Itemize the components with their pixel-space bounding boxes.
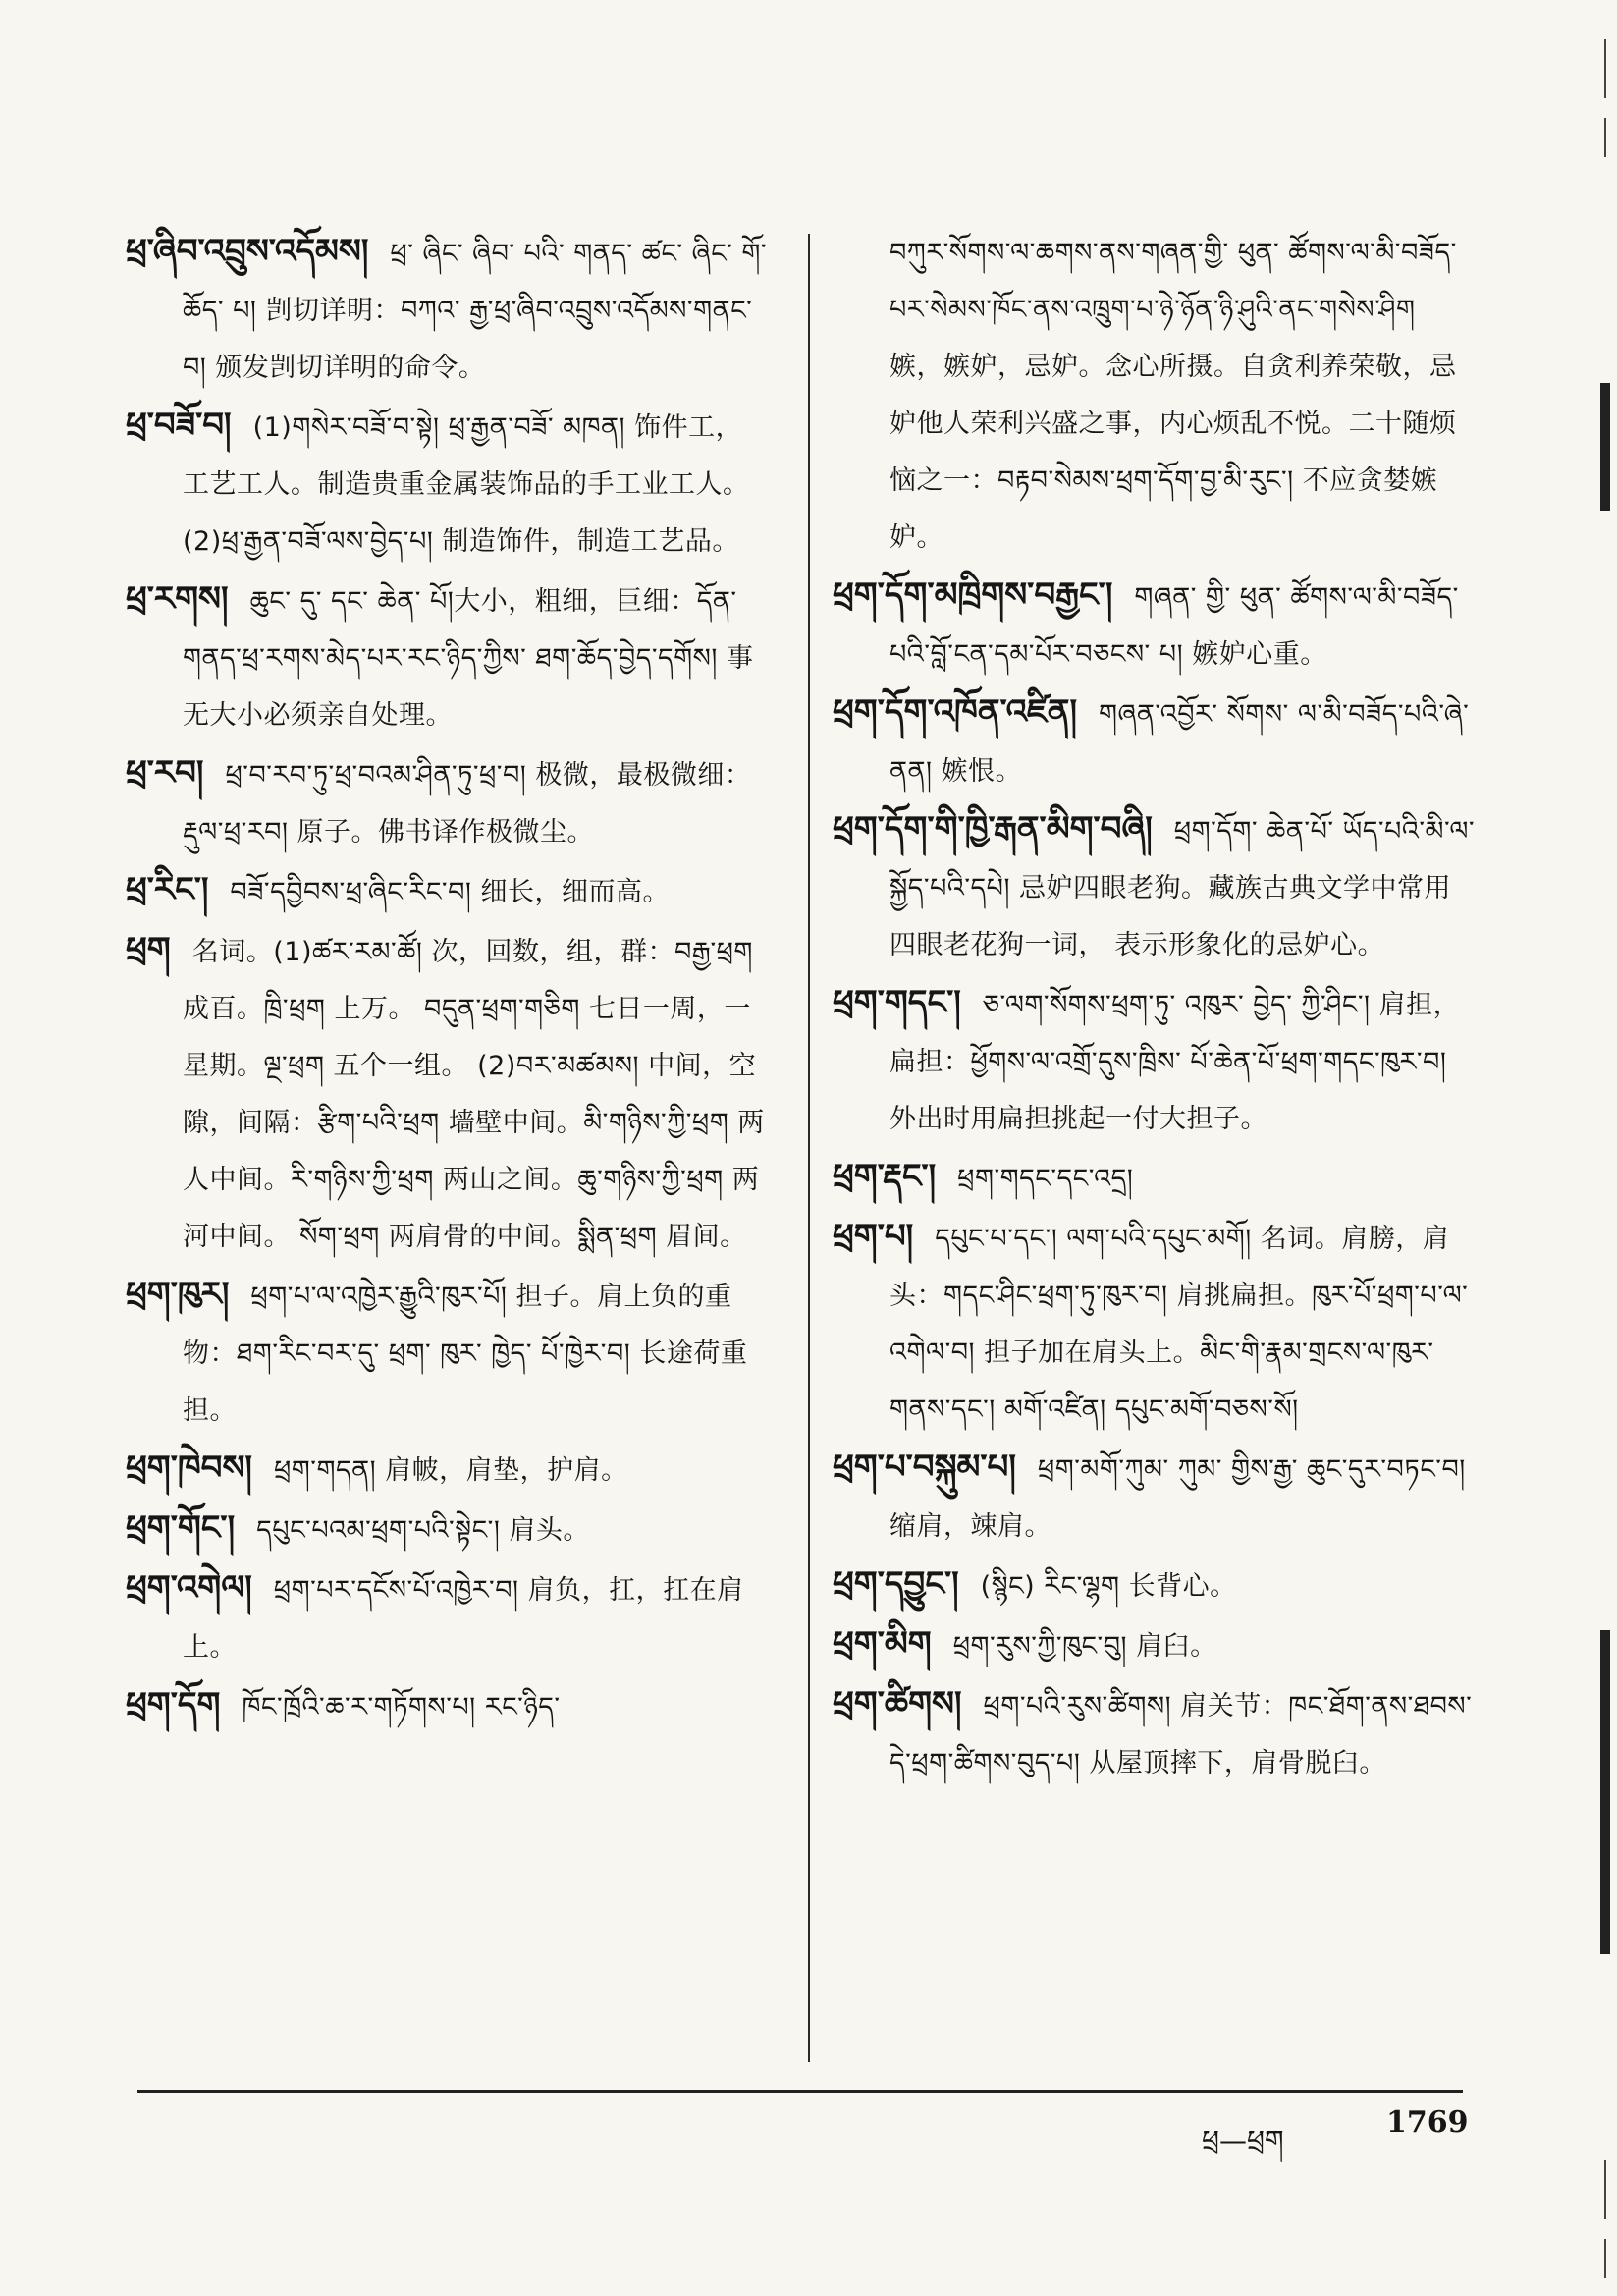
entry-definition: ཕྲག་དོག་ ཆེན་པོ་ ཡོད་པའི་མི་ལ་སྐྱོད་པའི་དཔེ། 忌妒四眼老狗。藏族古典文学中常用四眼老花狗一词， 表示形象化的忌妒心。 [889, 816, 1476, 960]
entry-definition: (སྙིང) རིང་ལྷག 长背心。 [980, 1571, 1237, 1602]
entry-headword: ཕྲག་དོག་འཁོན་འཛིན། [833, 692, 1078, 732]
entry-definition: ཅ་ལག་སོགས་ཕྲག་ཏུ་ འཁུར་ བྱེད་ ཀྱི་ཤིང་། 肩担，扁担：ཕྱོགས་ལ་འགྲོ་དུས་ཁྲིས་ པོ་ཆེན་པོ་ཕྲག་གདང་ཁུར་བ། 外出时用扁担挑起一付大担子。 [889, 990, 1461, 1134]
entry-definition: ཕྲག་པར་དངོས་པོ་འཁྱེར་བ། 肩负，扛，扛在肩上。 [183, 1575, 744, 1663]
dictionary-entry [126, 862, 769, 920]
dictionary-entry [126, 1677, 769, 1735]
entry-headword: ཕྲག་རྡང་། [833, 1157, 937, 1196]
entry-definition: ཕྲག་རུས་ཀྱི་ཁུང་བུ། 肩臼。 [952, 1631, 1217, 1662]
entry-definition: 名词。(1)ཚར་རམ་ཚོ། 次，回数，组，群：བརྒྱ་ཕྲག 成百。ཁྲི་ཕྲག 上万。 བདུན་ཕྲག་གཅིག 七日一周，一星期。ལྔ་ཕྲག 五个一组。 (2)བར་མཚམས། 中间，空隙，间隔：རྩིག་པའི་ཕྲག 墙壁中间。མི་གཉིས་ཀྱི་ཕྲག 两人中间。རི་གཉིས་ཀྱི་ཕྲག 两山之间。ཆུ་གཉིས་ཀྱི་ཕྲག 两河中间。 སོག་ཕྲག 两肩骨的中间。སྨིན་ཕྲག 眉间。 [183, 937, 765, 1252]
entry-headword: ཕྲ་ཞིབ་འབྲུས་འདོམས། [126, 232, 369, 271]
entry-headword: ཕྲག་འགེལ། [126, 1568, 252, 1608]
scan-edge-marks [1589, 0, 1617, 2296]
dictionary-entry [126, 572, 769, 743]
dictionary-entry [126, 1267, 769, 1439]
footer-rule [137, 2090, 1463, 2093]
entry-definition: དཔུང་པ་དང་། ལག་པའི་དཔུང་མགོ། 名词。肩膀，肩头：གདང་ཤིང་ཕྲག་ཏུ་ཁུར་བ། 肩挑扁担。ཁུར་པོ་ཕྲག་པ་ལ་འགེལ་བ། 担子加在肩头上。མིང་གི་རྣམ་གྲངས་ལ་ཁུར་གནས་དང་། མགོ་འཛིན། དཔུང་མགོ་བཅས་སོ། [889, 1224, 1469, 1425]
guide-words: ཕྲ—ཕྲག [1202, 2124, 1284, 2157]
dictionary-entry [126, 224, 769, 396]
left-column [126, 224, 769, 1737]
dictionary-entry [833, 684, 1476, 799]
dictionary-entry [833, 1209, 1476, 1438]
dictionary-entry [833, 1557, 1476, 1614]
entry-headword: ཕྲག་མིག [833, 1624, 932, 1664]
entry-headword: ཕྲག་གདང་། [833, 983, 961, 1022]
entry-definition: གཞན་འབྱོར་ སོགས་ ལ་མི་བཟོད་པའི་ཞེ་ནན། 嫉恨。 [889, 699, 1470, 787]
entry-definition: ཆུང་ དུ་ དང་ ཆེན་ པོ།大小，粗细，巨细：དོན་གནད་ཕྲ་རགས་མེད་པར་རང་ཉིད་ཀྱིས་ ཐག་ཆོད་བྱེད་དགོས། 事无大小必须亲自处理。 [183, 586, 754, 731]
dictionary-entry [833, 1676, 1476, 1791]
entry-definition: གཞན་ གྱི་ ཕུན་ ཚོགས་ལ་མི་བཟོད་པའི་བློ་ངན་དམ་པོར་བཅངས་ པ། 嫉妒心重。 [889, 582, 1459, 670]
right-column [833, 224, 1476, 1793]
dictionary-entry [833, 1149, 1476, 1207]
entry-definition: ཕྲག་གདན། 肩帔，肩垫，护肩。 [273, 1455, 628, 1486]
dictionary-entry [833, 568, 1476, 683]
entry-definition: ཕྲག་པའི་རུས་ཚིགས། 肩关节：ཁང་ཐོག་ནས་ཐབས་དེ་ཕྲག་ཚིགས་བུད་པ། 从屋顶摔下，肩骨脱臼。 [889, 1691, 1473, 1778]
entry-definition: ཕྲག་མགོ་ཀུམ་ ཀུམ་ གྱིས་རྒྱ་ ཆུང་དུར་བཏང་བ། 缩肩，竦肩。 [889, 1454, 1466, 1542]
dictionary-entry [126, 1560, 769, 1675]
entry-headword: ཕྲག་གོང་། [126, 1508, 236, 1548]
dictionary-entry [126, 1501, 769, 1558]
entry-headword: ཕྲ་རགས། [126, 579, 229, 619]
entry-headword: ཕྲག་དོག་མཁྲིགས་བརྒྱང་། [833, 575, 1113, 615]
entry-headword: ཕྲག་དབྱུང་། [833, 1564, 959, 1604]
entry-headword: ཕྲ་བཟོ་བ། [126, 406, 232, 445]
dictionary-entry [833, 1440, 1476, 1555]
dictionary-entry [126, 398, 769, 570]
entry-headword: ཕྲག་པ། [833, 1217, 914, 1256]
dictionary-entry [833, 1616, 1476, 1674]
entry-headword: ཕྲག [126, 930, 171, 969]
dictionary-entry [126, 1441, 769, 1499]
entry-headword: ཕྲག་ཁུར། [126, 1275, 230, 1314]
dictionary-entry [126, 922, 769, 1265]
entry-definition: (1)གསེར་བཟོ་བ་སྟེ། ཕྲ་རྒྱན་བཟོ་ མཁན། 饰件工，工艺工人。制造贵重金属装饰品的手工业工人。 (2)ཕྲ་རྒྱན་བཟོ་ལས་བྱེད་པ། 制造饰件，制造工艺品。 [183, 412, 750, 557]
entry-definition: ཕྲག་གདང་དང་འདྲ། [957, 1164, 1134, 1194]
entry-definition: དཔུང་པའམ་ཕྲག་པའི་སྟེང་། 肩头。 [256, 1515, 590, 1546]
entry-definition: ཁོང་ཁྲོའི་ཆ་ར་གཏོགས་པ། རང་ཉིད་ [242, 1692, 561, 1722]
dictionary-entry [126, 745, 769, 860]
dictionary-entry [833, 224, 1476, 566]
entry-definition: ཕྲ་ ཞིང་ ཞིབ་ པའི་ གནད་ ཚང་ ཞིང་ གོ་ ཆོད་ པ། 剀切详明：བཀའ་ རྒྱ་ཕྲ་ཞིབ་འབྲུས་འདོམས་གནང་བ། 颁发剀切详明的命令。 [183, 239, 768, 383]
column-divider [808, 234, 810, 2062]
entry-headword: ཕྲ་རབ། [126, 753, 204, 793]
entry-definition: ཕྲག་པ་ལ་འཁྱེར་རྒྱུའི་ཁུར་པོ། 担子。肩上负的重物：ཐག་རིང་བར་དུ་ ཕྲག་ ཁུར་ ཁྱེད་ པོ་ཁྱེར་བ། 长途荷重担。 [183, 1282, 748, 1426]
entry-headword: ཕྲག་དོག [126, 1685, 221, 1724]
dictionary-entry [833, 801, 1476, 973]
entry-headword: ཕྲག་དོག་གི་ཁྱི་རྒན་མིག་བཞི། [833, 809, 1153, 848]
entry-headword: ཕྲག་ཁེབས། [126, 1449, 252, 1488]
entry-headword: ཕྲ་རིང་། [126, 870, 209, 909]
entry-headword: ཕྲག་ཚིགས། [833, 1684, 962, 1723]
entry-headword: ཕྲག་པ་བསྐུམ་པ། [833, 1448, 1016, 1487]
dictionary-entry [833, 975, 1476, 1147]
page-number: 1769 [1386, 2105, 1469, 2140]
entry-definition: ཕྲ་བ་རབ་ཏུ་ཕྲ་བའམ་ཤིན་ཏུ་ཕྲ་བ། 极微，最极微细：རྡུལ་ཕྲ་རབ། 原子。佛书译作极微尘。 [183, 760, 752, 847]
entry-definition: བཀུར་སོགས་ལ་ཆགས་ནས་གཞན་གྱི་ ཕུན་ ཚོགས་ལ་མི་བཟོད་པར་སེམས་ཁོང་ནས་འཁྲུག་པ་ཉེ་ཉོན་ཉི་ཤུའི་ནང་གསེས་ཤིག 嫉，嫉妒，忌妒。念心所摄。自贪利养荣敬，忌妒他人荣利兴盛之事，内心烦乱不悦。二十随烦恼之一：བརྟབ་སེམས་ཕྲག་དོག་བྱ་མི་རུང་། 不应贪婪嫉妒。 [889, 238, 1457, 553]
entry-definition: བཟོ་དབྱིབས་ཕྲ་ཞིང་རིང་བ། 细长，细而高。 [230, 877, 670, 907]
